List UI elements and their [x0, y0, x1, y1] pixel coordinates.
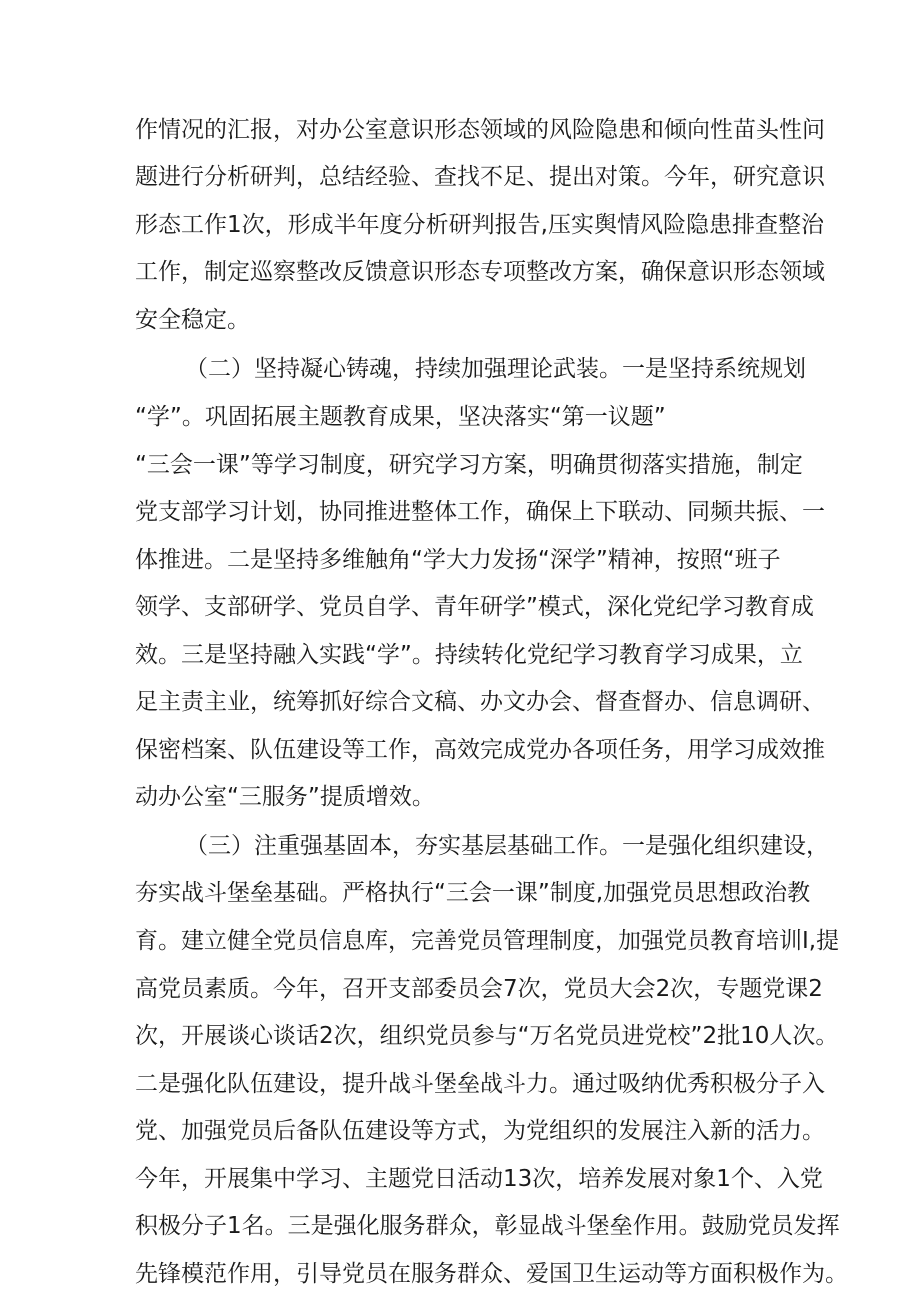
text-line-12: 效。三是坚持融入实践“学”。持续转化党纪学习教育学习成果，立 [135, 642, 803, 668]
text-line-4: 工作，制定巡察整改反馈意识形态专项整改方案，确保意识形态领域 [135, 259, 825, 285]
text-line-1: 作情况的汇报，对办公室意识形态领域的风险隐患和倾向性苗头性问 [135, 117, 825, 143]
text-line-11: 领学、支部研学、党员自学、青年研学”模式，深化党纪学习教育成 [135, 594, 814, 620]
text-line-13: 足主责主业，统筹抓好综合文稿、办文办会、督查督办、信息调研、 [135, 689, 825, 715]
text-line-23: 今年，开展集中学习、主题党日活动13次，培养发展对象1个、入党 [135, 1166, 823, 1192]
text-line-25: 先锋模范作用，引导党员在服务群众、爱国卫生运动等方面积极作为。 [135, 1261, 848, 1287]
text-line-7: “学”。巩固拓展主题教育成果，坚决落实“第一议题” [135, 404, 666, 430]
text-line-15: 动办公室“三服务”提质增效。 [135, 784, 435, 810]
text-line-10: 体推进。二是坚持多维触角“学大力发扬“深学”精神，按照“班子 [135, 547, 781, 573]
text-line-6: （二）坚持凝心铸魂，持续加强理论武装。一是坚持系统规划 [185, 356, 806, 382]
text-line-3: 形态工作1次，形成半年度分析研判报告,压实舆情风险隐患排查整治 [135, 212, 824, 238]
text-line-14: 保密档案、队伍建设等工作，高效完成党办各项任务，用学习成效推 [135, 737, 825, 763]
text-line-19: 高党员素质。今年，召开支部委员会7次，党员大会2次，专题党课2 [135, 976, 823, 1002]
text-line-24: 积极分子1名。三是强化服务群众，彰显战斗堡垒作用。鼓励党员发挥 [135, 1213, 840, 1239]
text-line-21: 二是强化队伍建设，提升战斗堡垒战斗力。通过吸纳优秀积极分子入 [135, 1071, 825, 1097]
text-line-20: 次，开展谈心谈话2次，组织党员参与“万名党员进党校”2批10人次。 [135, 1023, 839, 1049]
text-line-5: 安全稳定。 [135, 307, 250, 333]
text-line-2: 题进行分析研判，总结经验、查找不足、提出对策。今年，研究意识 [135, 164, 825, 190]
text-line-9: 党支部学习计划，协同推进整体工作，确保上下联动、同频共振、一 [135, 499, 825, 525]
text-line-17: 夯实战斗堡垒基础。严格执行“三会一课”制度,加强党员思想政治教 [135, 880, 811, 906]
text-line-18: 育。建立健全党员信息库，完善党员管理制度，加强党员教育培训I,提 [135, 928, 840, 954]
text-line-22: 党、加强党员后备队伍建设等方式，为党组织的发展注入新的活力。 [135, 1118, 825, 1144]
text-line-16: （三）注重强基固本，夯实基层基础工作。一是强化组织建设， [185, 833, 829, 859]
text-line-8: “三会一课”等学习制度，研究学习方案，明确贯彻落实措施，制定 [135, 452, 803, 478]
